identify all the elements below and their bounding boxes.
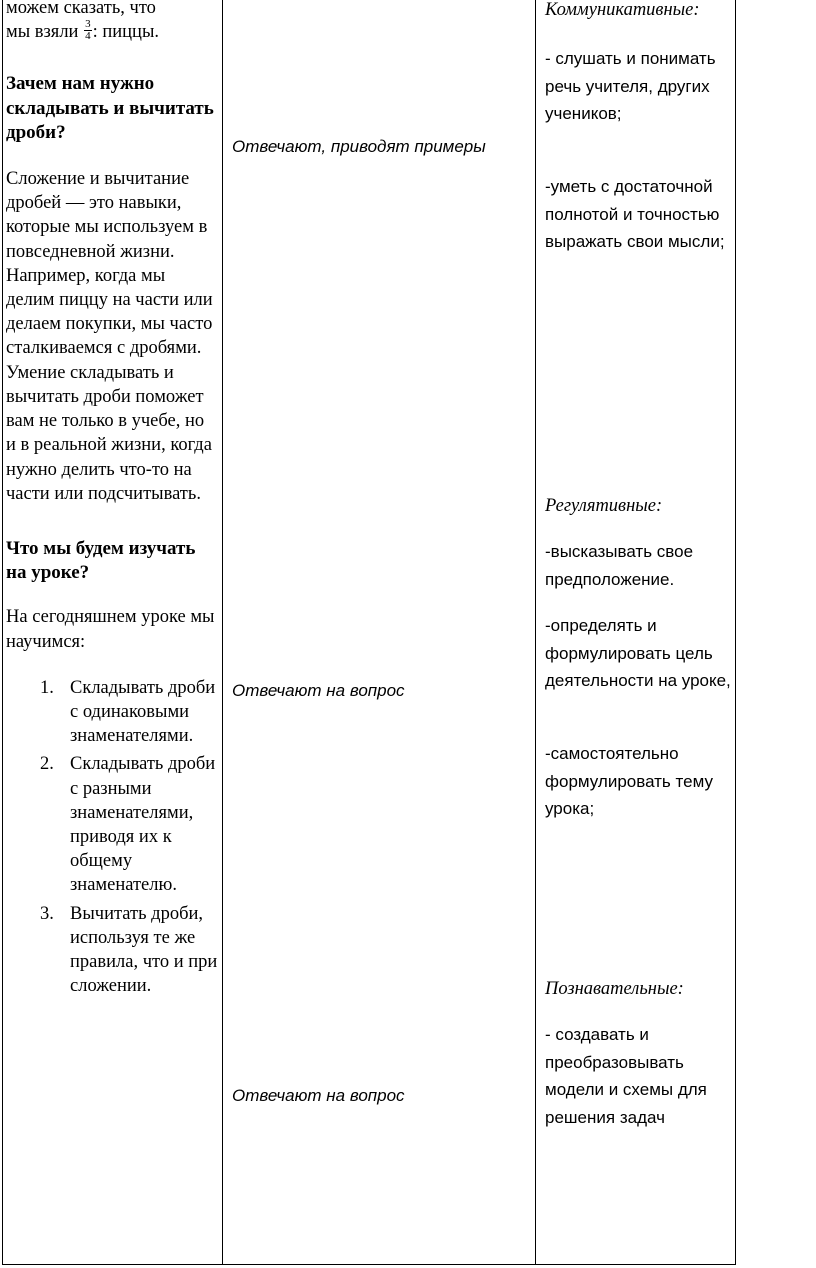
fraction	[84, 19, 92, 42]
regulative-item-3: -самостоятельно формулировать тему урока;	[545, 744, 713, 818]
intro-text: мы взяли	[6, 22, 79, 43]
list-number: 2.	[40, 754, 54, 775]
question-1: Зачем нам нужно складывать и вычитать дроби?	[6, 73, 214, 143]
question-2: Что мы будем изучать на уроке?	[6, 537, 196, 584]
student-answer-2: Отвечают на вопрос	[232, 681, 405, 700]
list-text: Вычитать дроби, используя те же правила, что и при сложении.	[70, 903, 218, 997]
student-answer-1: Отвечают, приводят примеры	[232, 137, 486, 156]
list-item	[6, 676, 218, 749]
list-number: 1.	[40, 677, 54, 698]
list-text: Складывать дроби с разными знаменателями, приводя их к общему знаменателю.	[70, 754, 216, 896]
cognitive-heading: Познавательные:	[545, 979, 684, 999]
paragraph-1: Сложение и вычитание дробей — это навыки, которые мы используем в повседневной жизни. Например, когда мы делим пиццу на части или делаем покупки, мы часто сталкиваемся с дробями. Умение складывать и вычитать дроби поможет вам не только в учебе, но и в реальной жизни, когда нужно делить что-то на части или подсчитывать.	[6, 169, 213, 504]
fraction-numerator: 3	[85, 18, 91, 31]
regulative-item-1: -высказывать свое предположение.	[545, 542, 694, 589]
communicative-heading: Коммуникативные:	[545, 0, 700, 20]
intro-text-end: : пиццы.	[92, 22, 159, 43]
regulative-heading: Регулятивные:	[545, 496, 663, 516]
cognitive-item-1: - создавать и преобразовывать модели и схемы для решения задач	[545, 1025, 707, 1127]
communicative-item-2: -уметь с достаточной полнотой и точностью выражать свои мысли;	[545, 177, 725, 251]
regulative-item-2: -определять и формулировать цель деятельности на уроке,	[545, 616, 731, 690]
student-answer-3: Отвечают на вопрос	[232, 1086, 405, 1105]
list-item	[6, 902, 218, 999]
teacher-column	[6, 0, 218, 998]
column-divider-2	[535, 0, 536, 1264]
list-text: Складывать дроби с одинаковыми знаменателями.	[70, 677, 216, 747]
communicative-item-1: - слушать и понимать речь учителя, других учеников;	[545, 49, 716, 123]
column-divider-1	[222, 0, 223, 1264]
list-number: 3.	[40, 903, 54, 924]
intro-line-2	[6, 20, 218, 44]
intro-line-1: можем сказать, что	[6, 0, 156, 18]
paragraph-2: На сегодняшнем уроке мы научимся:	[6, 607, 215, 652]
fraction-denominator: 4	[85, 30, 91, 43]
list-item	[6, 752, 218, 897]
goals-list	[6, 676, 218, 999]
